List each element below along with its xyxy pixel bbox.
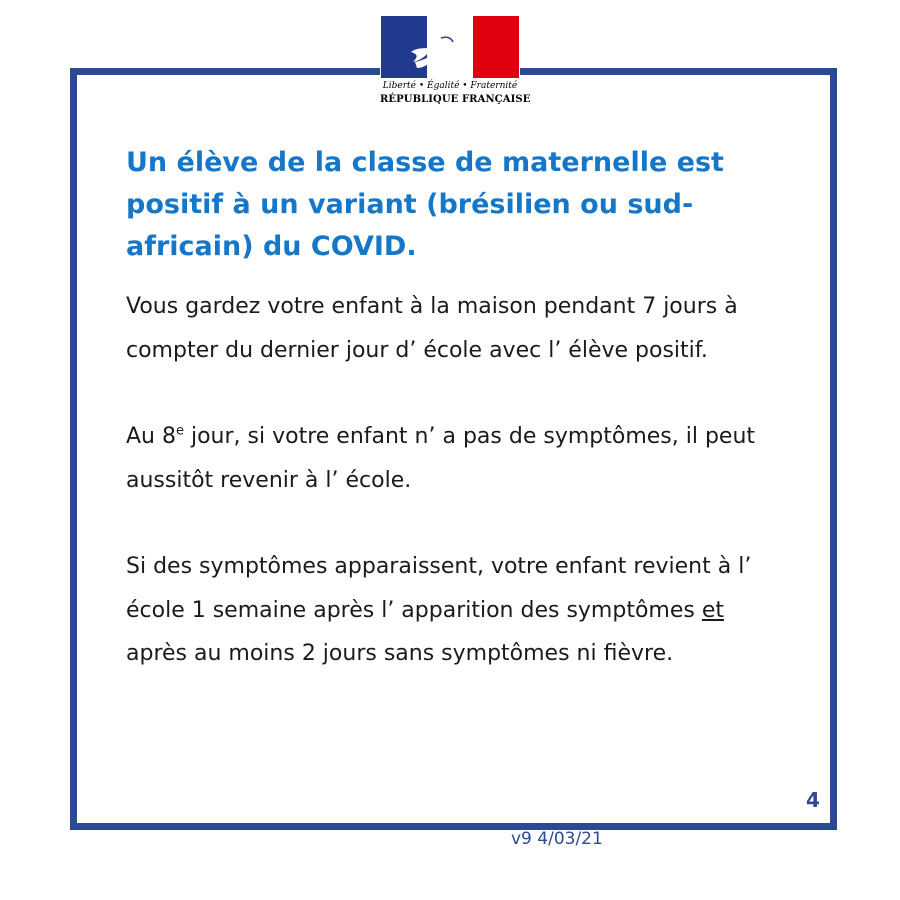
body-text xyxy=(126,285,791,676)
p3-end: après au moins 2 jours sans symptômes ni fièvre. xyxy=(126,641,674,666)
version-label: v9 4/03/21 xyxy=(511,829,603,849)
p2-superscript: e xyxy=(175,423,184,439)
page-title: Un élève de la classe de maternelle est positif à un variant (brésilien ou sud-africain) du COVID. xyxy=(126,147,724,262)
page-number: 4 xyxy=(806,788,820,812)
p3-underlined-word: et xyxy=(701,597,725,623)
p3-start: Si des symptômes apparaissent, votre enfant revient à l’ école 1 semaine après l’ apparition des symptômes xyxy=(126,554,752,623)
paragraph-return-day-8 xyxy=(126,415,791,502)
p2-end: jour, si votre enfant n’ a pas de symptômes, il peut aussitôt revenir à l’ école. xyxy=(126,424,756,493)
paragraph-isolation: Vous gardez votre enfant à la maison pendant 7 jours à compter du dernier jour d’ école avec l’ élève positif. xyxy=(126,294,738,363)
paragraph-symptoms xyxy=(126,545,791,676)
french-flag-marianne-icon xyxy=(381,16,519,78)
republique-francaise-logo xyxy=(380,16,531,120)
republic-motto: Liberté • Égalité • Fraternité xyxy=(382,81,518,91)
p2-start: Au 8 xyxy=(126,424,176,449)
republic-name: RÉPUBLIQUE FRANÇAISE xyxy=(380,94,531,105)
